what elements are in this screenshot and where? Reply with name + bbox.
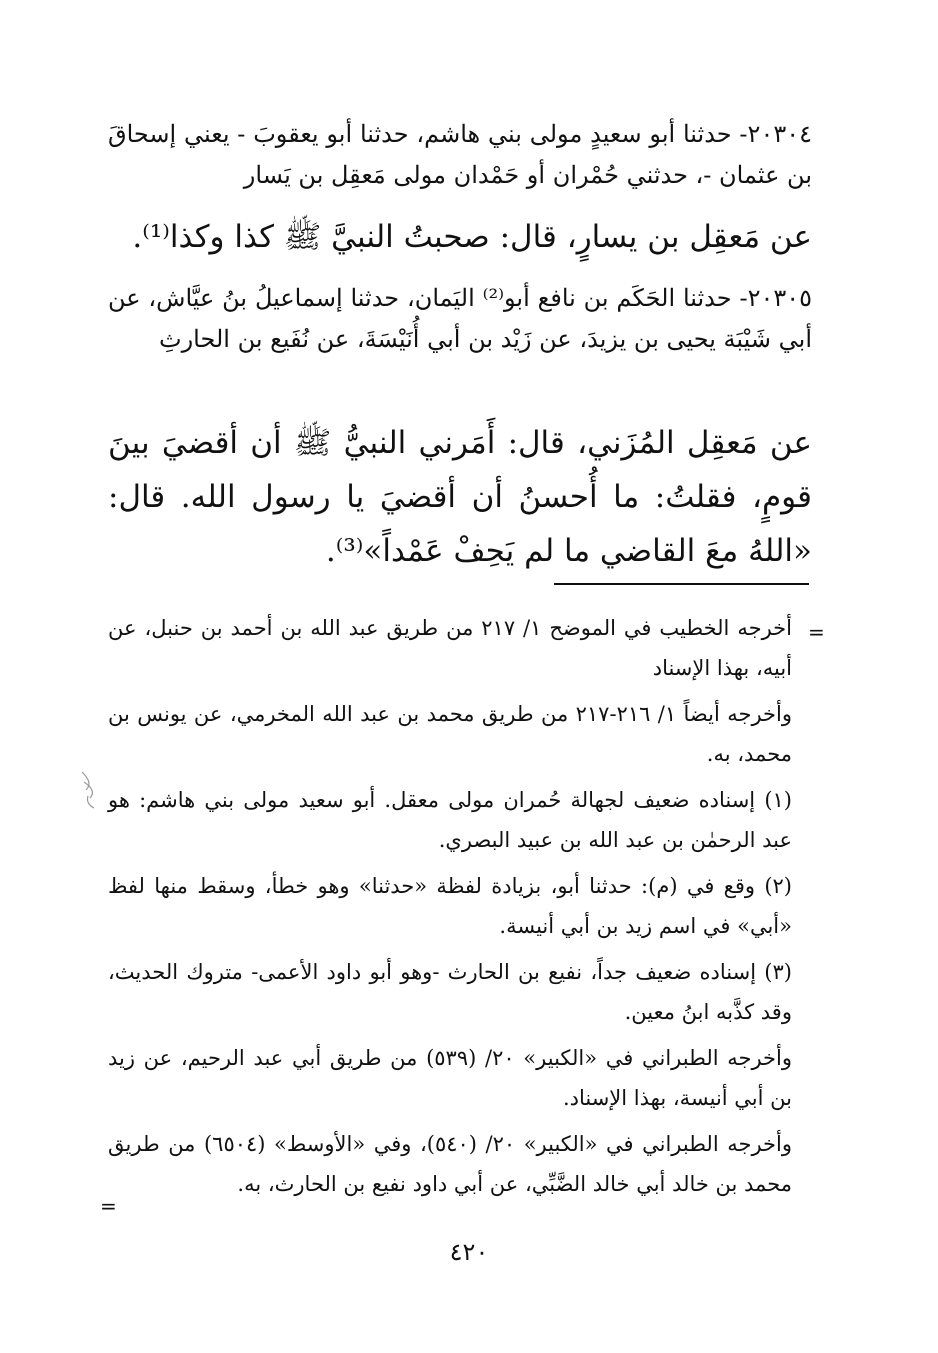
- continuation-mark-top: =: [808, 620, 825, 644]
- pencil-mark-icon: [78, 768, 100, 812]
- page-number: ٤٢٠: [449, 1238, 489, 1266]
- footnote-1: (١) إسناده ضعيف لجهالة حُمران مولى معقل. أبو سعيد مولى بني هاشم: هو عبد الرحمٰن بن عبد الله بن عبيد البصري.: [108, 788, 792, 852]
- hadith-20304-chain: [108, 114, 812, 196]
- footnote-carryover-2: وأخرجه أيضاً ١/ ٢١٦-٢١٧ من طريق محمد بن عبد الله المخرمي، عن يونس بن محمد، به.: [108, 702, 792, 766]
- footnote-separator: [554, 583, 809, 585]
- hadith-20305-matn-text: عن مَعقِل المُزَني، قال: أَمَرني النبيُّ ﷺ أن أقضيَ بينَ قومٍ، فقلتُ: ما أُحسنُ أن أقضيَ يا رسول الله. قال: «اللهُ معَ القاضي ما لم يَحِفْ عَمْداً»⁽³⁾.: [108, 425, 812, 569]
- footnote-3-source-2: وأخرجه الطبراني في «الكبير» ٢٠/ (٥٤٠)، وفي «الأوسط» (٦٥٠٤) من طريق محمد بن خالد أبي خالد الضَّبِّي، عن أبي داود نفيع بن الحارث، به.: [108, 1132, 792, 1196]
- footnote-3-source-1: وأخرجه الطبراني في «الكبير» ٢٠/ (٥٣٩) من طريق أبي عبد الرحيم، عن زيد بن أبي أنيسة، بهذا الإسناد.: [108, 1046, 793, 1110]
- continuation-mark-bottom: =: [100, 1194, 117, 1218]
- footnotes: [108, 608, 792, 1204]
- footnote-2: (٢) وقع في (م): حدثنا أبو، بزيادة لفظة «حدثنا» وهو خطأ، وسقط منها لفظ «أبي» في اسم زيد بن أبي أنيسة.: [108, 874, 792, 938]
- footnote-carryover-1: أخرجه الخطيب في الموضح ١/ ٢١٧ من طريق عبد الله بن أحمد بن حنبل، عن أبيه، بهذا الإسناد: [108, 616, 792, 680]
- hadith-20304-chain-text: ٢٠٣٠٤- حدثنا أبو سعيدٍ مولى بني هاشم، حدثنا أبو يعقوبَ - يعني إسحاقَ بن عثمان -، حدثني حُمْران أو حَمْدان مولى مَعقِل بن يَسار: [108, 120, 812, 189]
- hadith-20305-matn: [108, 416, 812, 578]
- footnote-3: (٣) إسناده ضعيف جداً، نفيع بن الحارث -وهو أبو داود الأعمى- متروك الحديث، وقد كذَّبه ابنُ معين.: [108, 960, 792, 1024]
- hadith-20305-chain-text: ٢٠٣٠٥- حدثنا الحَكَم بن نافع أبو⁽²⁾ اليَمان، حدثنا إسماعيلُ بنُ عيَّاش، عن أبي شَيْبَة يحيى بن يزيدَ، عن زَيْد بن أبي أُنَيْسَةَ، عن نُفَيع بن الحارثِ: [108, 284, 813, 353]
- hadith-20304-matn-text: عن مَعقِل بن يسارٍ، قال: صحبتُ النبيَّ ﷺ كذا وكذا⁽¹⁾.: [132, 219, 812, 255]
- hadith-20304-matn: [108, 210, 812, 264]
- hadith-20305-chain: [108, 278, 812, 360]
